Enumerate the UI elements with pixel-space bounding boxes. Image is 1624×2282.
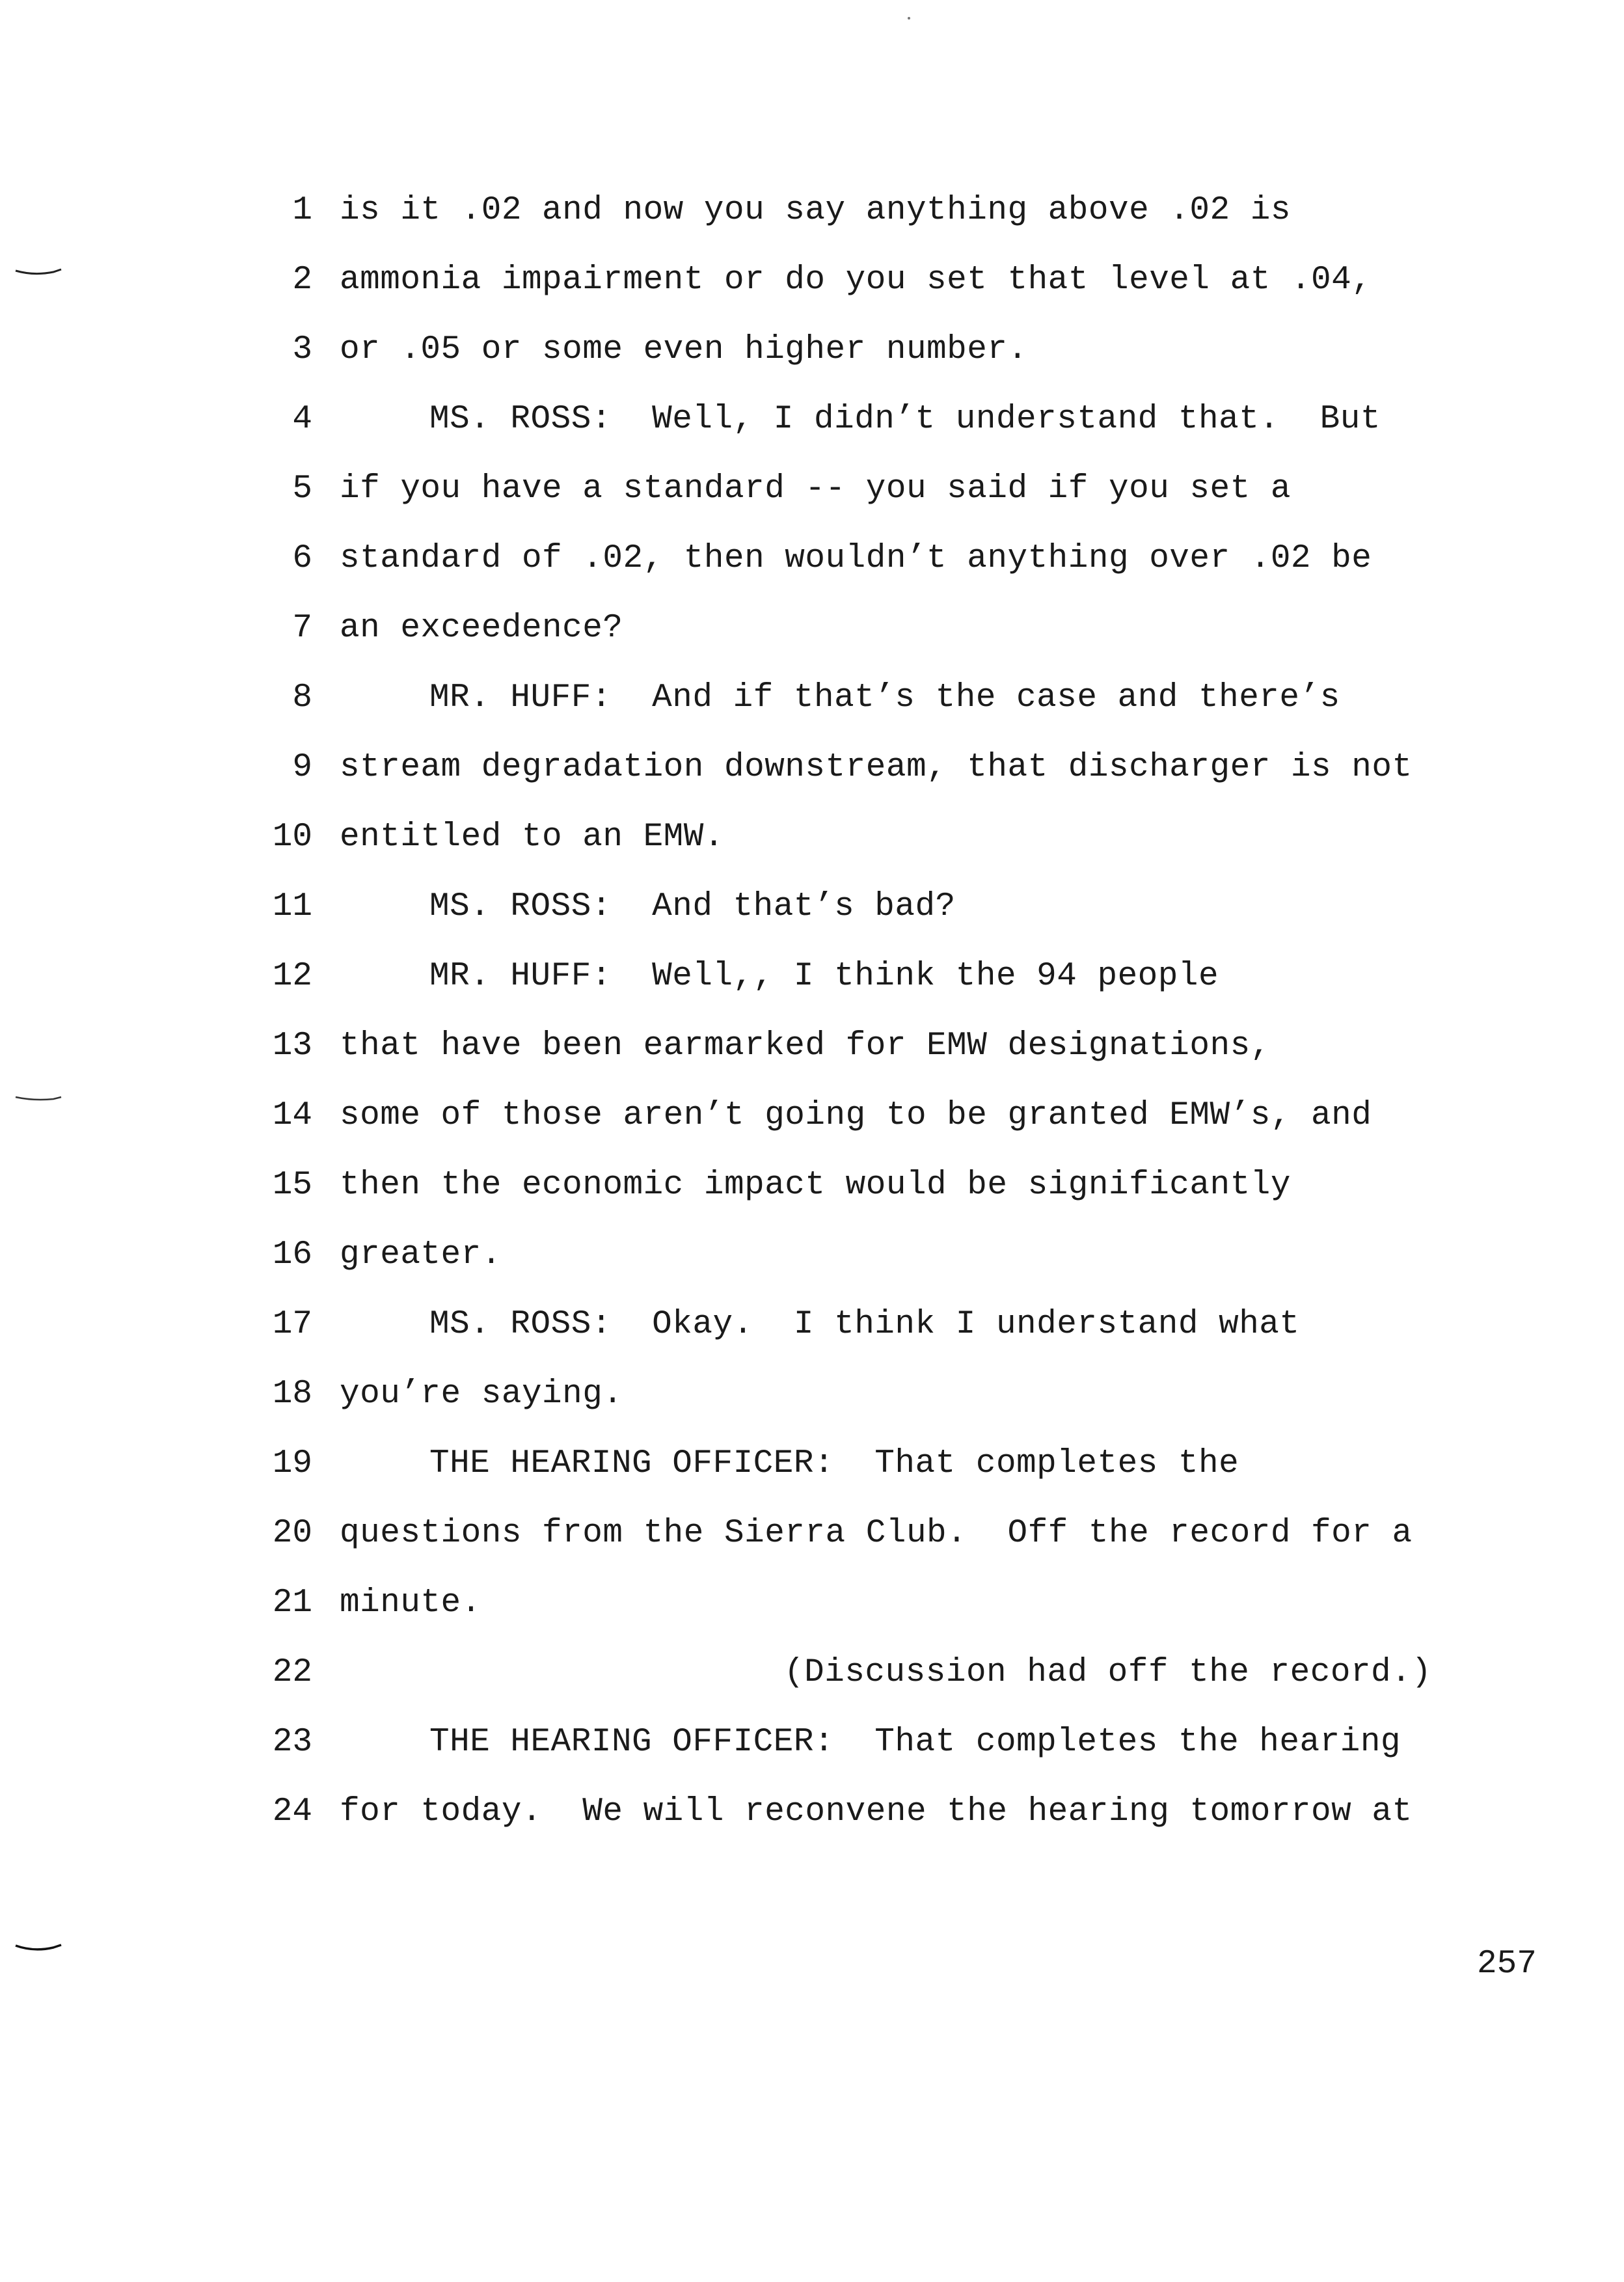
parenthetical-text: (Discussion had off the record.) [784, 1654, 1432, 1691]
line-text: for today. We will reconvene the hearing tomorrow at [340, 1793, 1413, 1830]
transcript-line [0, 524, 1624, 593]
line-number: 9 [292, 749, 312, 786]
line-text: that have been earmarked for EMW designations, [340, 1027, 1271, 1065]
line-text: MR. HUFF: Well,, I think the 94 people [429, 958, 1219, 995]
line-text: questions from the Sierra Club. Off the record for a [340, 1515, 1413, 1552]
line-number: 7 [292, 610, 312, 647]
transcript-line [0, 1499, 1624, 1568]
line-text: MS. ROSS: And that’s bad? [429, 888, 956, 925]
transcript-line [0, 1777, 1624, 1847]
binder-hole-mark-icon [14, 1942, 62, 1954]
transcript-line [0, 1220, 1624, 1290]
transcript-line [0, 1150, 1624, 1220]
line-number: 12 [272, 958, 312, 995]
transcript-line [0, 1638, 1624, 1707]
line-text: then the economic impact would be significantly [340, 1167, 1291, 1204]
line-text: stream degradation downstream, that discharger is not [340, 749, 1413, 786]
line-text: you’re saying. [340, 1376, 623, 1413]
transcript-line [0, 1568, 1624, 1638]
line-text: if you have a standard -- you said if you set a [340, 470, 1291, 508]
line-text: some of those aren’t going to be granted EMW’s, and [340, 1097, 1372, 1134]
line-text: MR. HUFF: And if that’s the case and there’s [429, 679, 1340, 716]
line-text: ammonia impairment or do you set that level at .04, [340, 262, 1372, 299]
line-number: 19 [272, 1445, 312, 1482]
transcript-line [0, 733, 1624, 802]
line-number: 3 [292, 331, 312, 368]
transcript-line [0, 872, 1624, 942]
line-number: 15 [272, 1167, 312, 1204]
line-number: 23 [272, 1724, 312, 1761]
line-number: 5 [292, 470, 312, 508]
transcript-line [0, 663, 1624, 733]
line-text: greater. [340, 1236, 502, 1273]
line-number: 17 [272, 1306, 312, 1343]
line-text: entitled to an EMW. [340, 819, 724, 856]
transcript-line [0, 176, 1624, 245]
line-text: or .05 or some even higher number. [340, 331, 1028, 368]
line-number: 16 [272, 1236, 312, 1273]
line-text: THE HEARING OFFICER: That completes the hearing [429, 1724, 1401, 1761]
line-number: 10 [272, 819, 312, 856]
transcript-line [0, 1707, 1624, 1777]
line-number: 20 [272, 1515, 312, 1552]
line-number: 2 [292, 262, 312, 299]
line-number: 14 [272, 1097, 312, 1134]
page-number: 257 [1477, 1946, 1537, 1983]
line-number: 13 [272, 1027, 312, 1065]
transcript-line [0, 454, 1624, 524]
scan-speck [908, 17, 910, 20]
transcript-line [0, 593, 1624, 663]
transcript-line [0, 1081, 1624, 1150]
line-number: 21 [272, 1584, 312, 1622]
transcript-line [0, 1290, 1624, 1359]
transcript-line [0, 1429, 1624, 1499]
line-text: standard of .02, then wouldn’t anything over .02 be [340, 540, 1372, 577]
line-number: 24 [272, 1793, 312, 1830]
line-number: 18 [272, 1376, 312, 1413]
line-number: 1 [292, 192, 312, 229]
line-number: 8 [292, 679, 312, 716]
transcript-line [0, 245, 1624, 315]
line-number: 6 [292, 540, 312, 577]
transcript-line [0, 1011, 1624, 1081]
line-number: 4 [292, 401, 312, 438]
transcript-line [0, 802, 1624, 872]
line-text: MS. ROSS: Okay. I think I understand what [429, 1306, 1300, 1343]
line-text: THE HEARING OFFICER: That completes the [429, 1445, 1239, 1482]
transcript-line [0, 942, 1624, 1011]
line-text: an exceedence? [340, 610, 623, 647]
transcript-line [0, 315, 1624, 385]
line-text: minute. [340, 1584, 481, 1622]
line-number: 22 [272, 1654, 312, 1691]
transcript-line [0, 385, 1624, 454]
line-text: MS. ROSS: Well, I didn’t understand that. But [429, 401, 1381, 438]
transcript-line [0, 1359, 1624, 1429]
line-text: is it .02 and now you say anything above .02 is [340, 192, 1291, 229]
line-number: 11 [272, 888, 312, 925]
